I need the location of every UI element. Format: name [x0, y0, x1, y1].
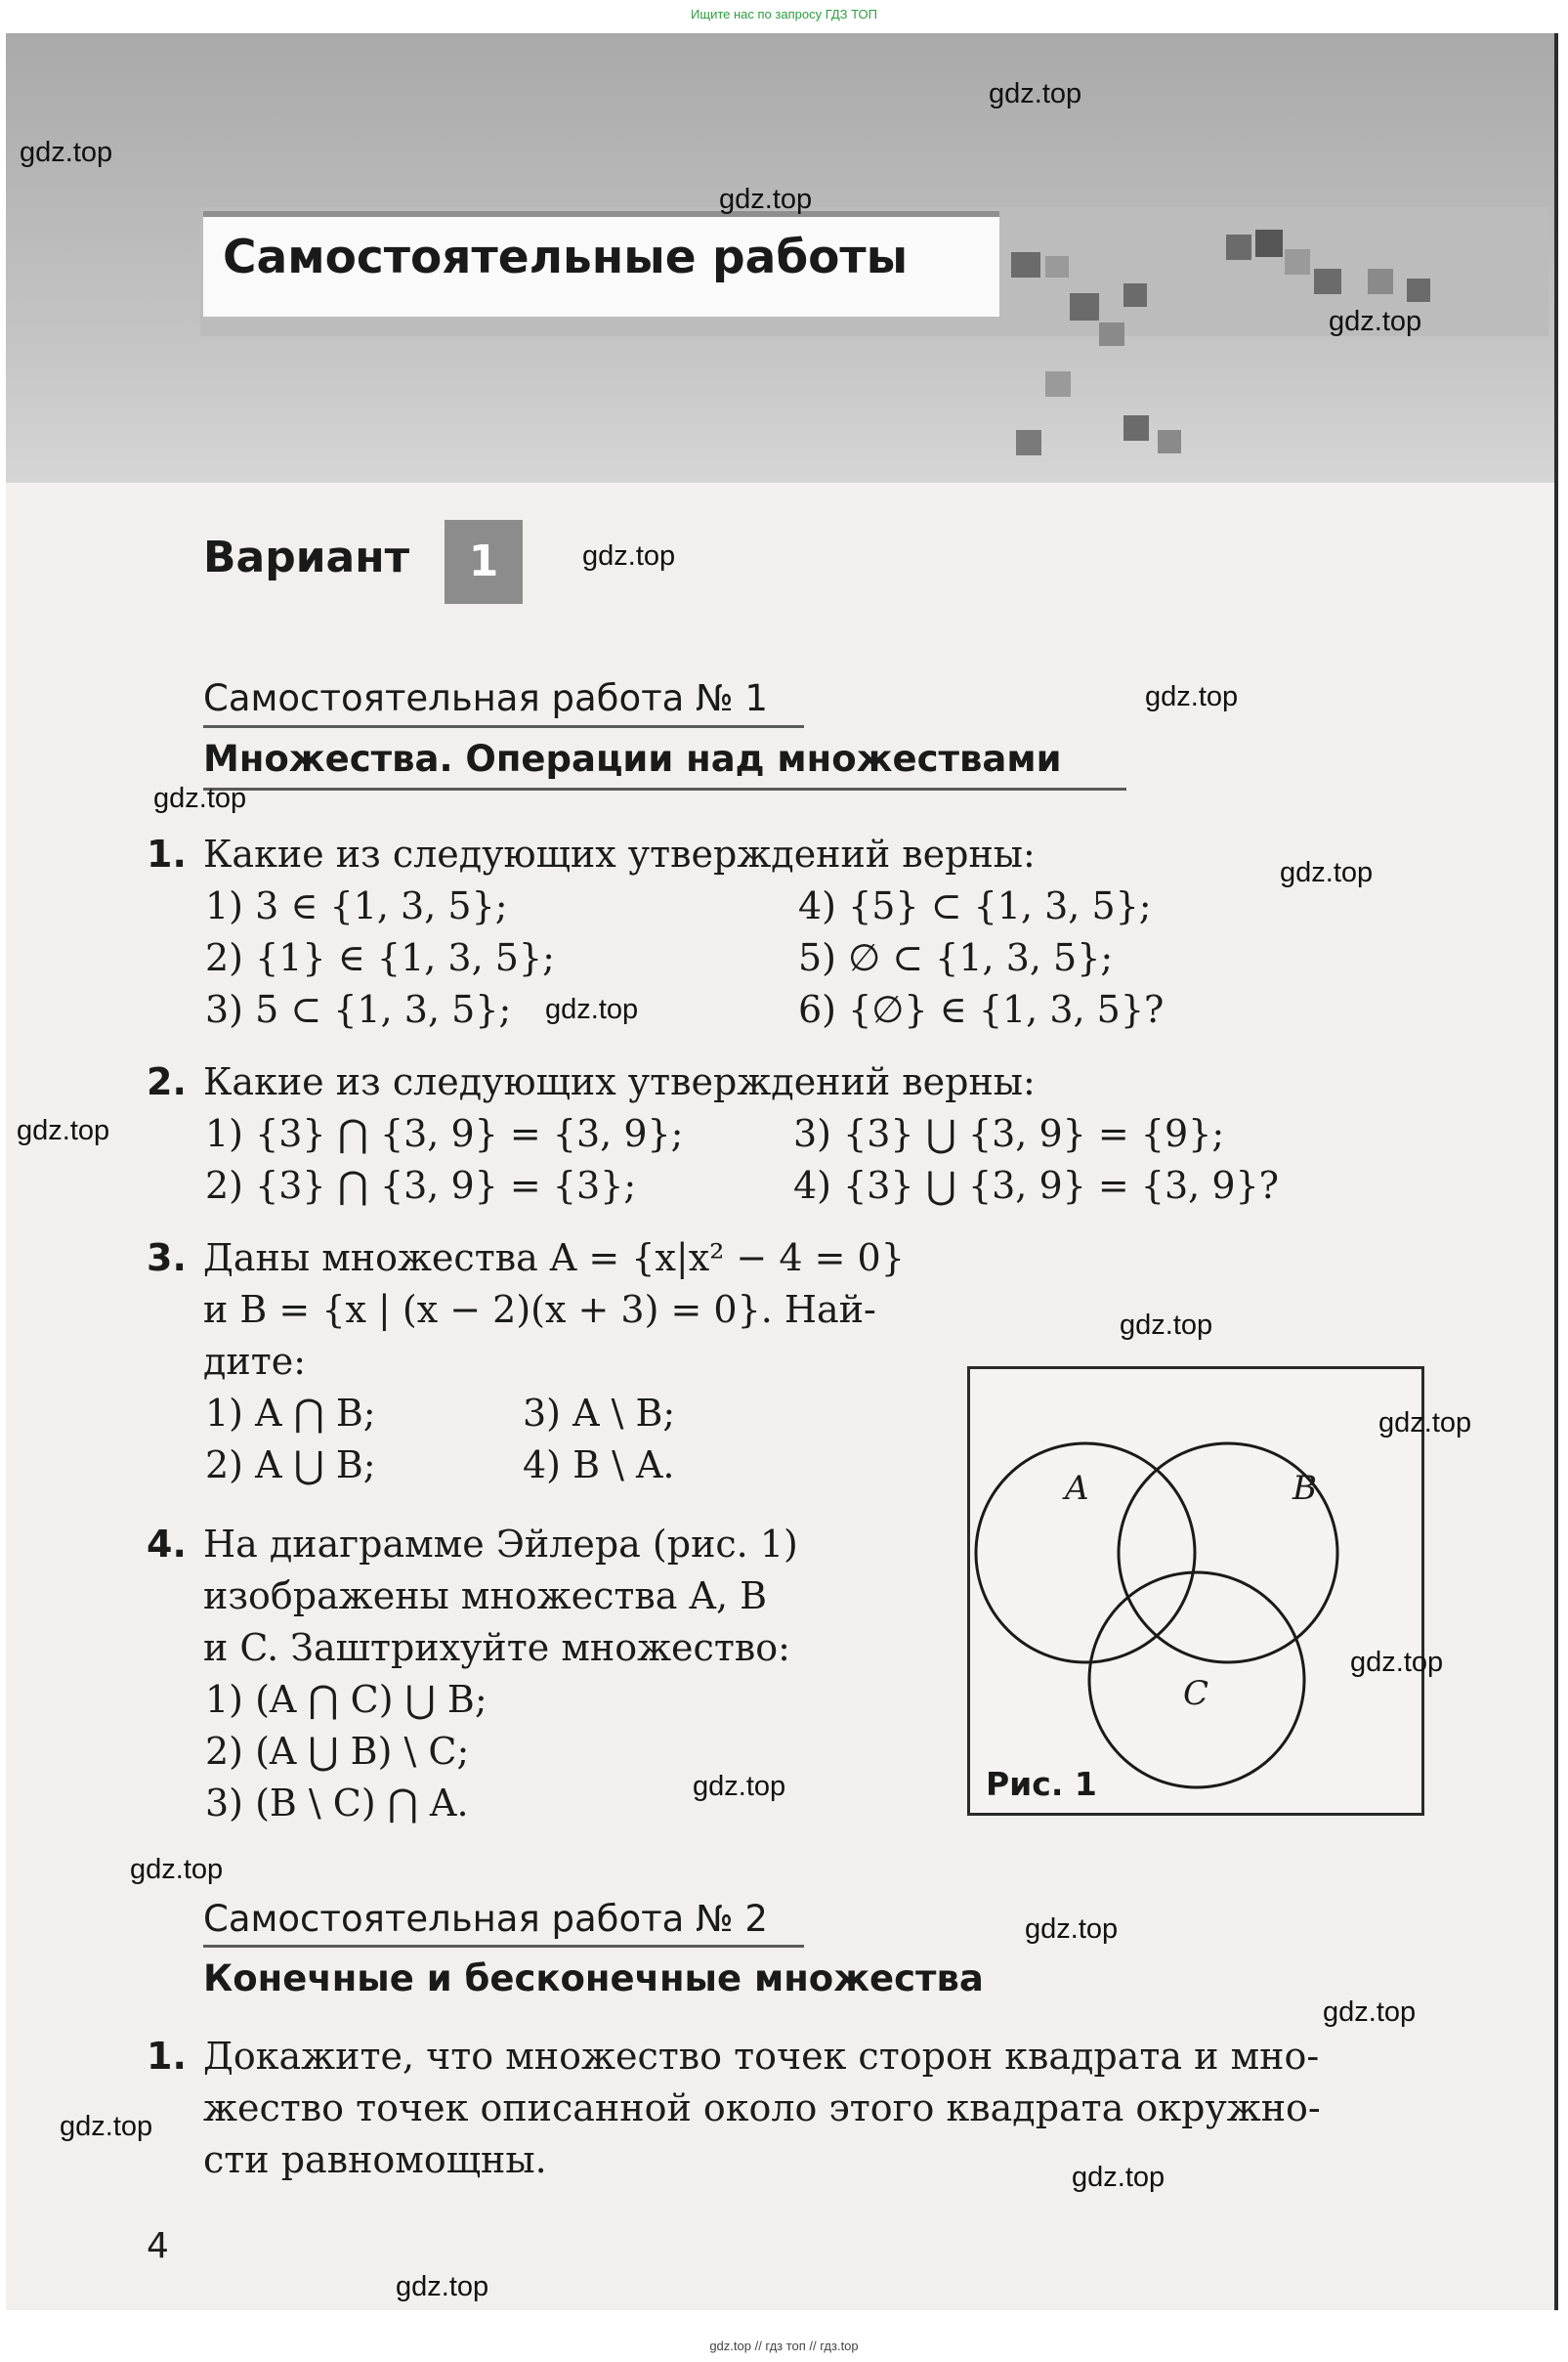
task1-option-5: 5) ∅ ⊂ {1, 3, 5};	[798, 936, 1114, 979]
task3-line-3: дите:	[203, 1340, 307, 1383]
work1-subtitle: Множества. Операции над множествами	[203, 738, 1062, 780]
task2-option-3: 3) {3} ⋃ {3, 9} = {9};	[793, 1112, 1225, 1155]
watermark: gdz.top	[1323, 1997, 1417, 2028]
footer-note: gdz.top // гдз топ // гдз.top	[709, 2339, 859, 2353]
watermark: gdz.top	[130, 1854, 224, 1885]
watermark: gdz.top	[693, 1771, 786, 1802]
watermark: gdz.top	[396, 2271, 489, 2302]
task4-number: 4.	[147, 1523, 187, 1566]
task1-option-2: 2) {1} ∈ {1, 3, 5};	[205, 936, 555, 979]
task2-option-1: 1) {3} ⋂ {3, 9} = {3, 9};	[205, 1112, 684, 1155]
watermark: gdz.top	[1378, 1407, 1472, 1439]
task3-option-3: 3) A \ B;	[523, 1392, 676, 1435]
variant-label: Вариант	[203, 533, 410, 582]
watermark: gdz.top	[17, 1115, 110, 1146]
watermark: gdz.top	[60, 2111, 153, 2142]
task4-line-1: На диаграмме Эйлера (рис. 1)	[203, 1523, 798, 1566]
work2-title: Самостоятельная работа № 2	[203, 1898, 768, 1940]
watermark: gdz.top	[545, 994, 639, 1025]
task2-text: Какие из следующих утверждений верны:	[203, 1060, 1036, 1103]
watermark: gdz.top	[1072, 2162, 1165, 2193]
euler-diagram-figure	[967, 1366, 1424, 1816]
task3-line-1: Даны множества A = {x|x² − 4 = 0}	[203, 1236, 905, 1279]
work2-task1-line-2: жество точек описанной около этого квадрата окружно-	[203, 2086, 1321, 2129]
watermark: gdz.top	[1025, 1913, 1119, 1945]
task3-number: 3.	[147, 1236, 187, 1279]
label-b: B	[1293, 1469, 1317, 1508]
task3-option-1: 1) A ⋂ B;	[205, 1392, 376, 1435]
variant-number-badge: 1	[445, 520, 523, 604]
page-number: 4	[147, 2226, 169, 2266]
watermark: gdz.top	[1329, 306, 1422, 337]
watermark: gdz.top	[1350, 1647, 1444, 1678]
work1-title-rule	[203, 725, 804, 728]
work1-title: Самостоятельная работа № 1	[203, 677, 768, 719]
figure-caption: Рис. 1	[986, 1765, 1097, 1803]
label-a: A	[1065, 1469, 1089, 1508]
work2-subtitle: Конечные и бесконечные множества	[203, 1957, 984, 1999]
task2-option-4: 4) {3} ⋃ {3, 9} = {3, 9}?	[793, 1164, 1280, 1207]
task3-option-4: 4) B \ A.	[523, 1443, 675, 1486]
work2-title-rule	[203, 1945, 804, 1948]
watermark: gdz.top	[20, 137, 113, 168]
task4-option-1: 1) (A ⋂ C) ⋃ B;	[205, 1678, 487, 1721]
watermark: gdz.top	[989, 78, 1082, 109]
task3-line-2: и B = {x | (x − 2)(x + 3) = 0}. Най-	[203, 1288, 876, 1331]
watermark: gdz.top	[582, 540, 676, 572]
task1-option-4: 4) {5} ⊂ {1, 3, 5};	[798, 884, 1152, 927]
task1-option-1: 1) 3 ∈ {1, 3, 5};	[205, 884, 508, 927]
task1-option-6: 6) {∅} ∈ {1, 3, 5}?	[798, 988, 1165, 1031]
task1-text: Какие из следующих утверждений верны:	[203, 833, 1036, 876]
task4-option-2: 2) (A ⋃ B) \ C;	[205, 1730, 470, 1773]
label-c: C	[1183, 1674, 1209, 1713]
work2-task1-line-3: сти равномощны.	[203, 2138, 547, 2181]
task1-option-3: 3) 5 ⊂ {1, 3, 5};	[205, 988, 512, 1031]
watermark: gdz.top	[1280, 857, 1374, 888]
watermark: gdz.top	[1120, 1310, 1213, 1341]
euler-diagram	[970, 1369, 1421, 1813]
top-note: Ищите нас по запросу ГДЗ ТОП	[691, 7, 877, 21]
task4-line-2: изображены множества A, B	[203, 1574, 768, 1617]
work2-task1-line-1: Докажите, что множество точек сторон квадрата и мно-	[203, 2035, 1320, 2078]
work2-task1-number: 1.	[147, 2035, 187, 2078]
watermark: gdz.top	[153, 783, 247, 814]
watermark: gdz.top	[1145, 681, 1239, 712]
task1-number: 1.	[147, 833, 187, 876]
task3-option-2: 2) A ⋃ B;	[205, 1443, 376, 1486]
task2-option-2: 2) {3} ⋂ {3, 9} = {3};	[205, 1164, 637, 1207]
task4-option-3: 3) (B \ C) ⋂ A.	[205, 1782, 469, 1825]
task4-line-3: и C. Заштрихуйте множество:	[203, 1626, 790, 1669]
work1-subtitle-rule	[203, 788, 1126, 791]
section-title: Самостоятельные работы	[223, 231, 909, 284]
watermark: gdz.top	[719, 184, 813, 215]
task2-number: 2.	[147, 1060, 187, 1103]
